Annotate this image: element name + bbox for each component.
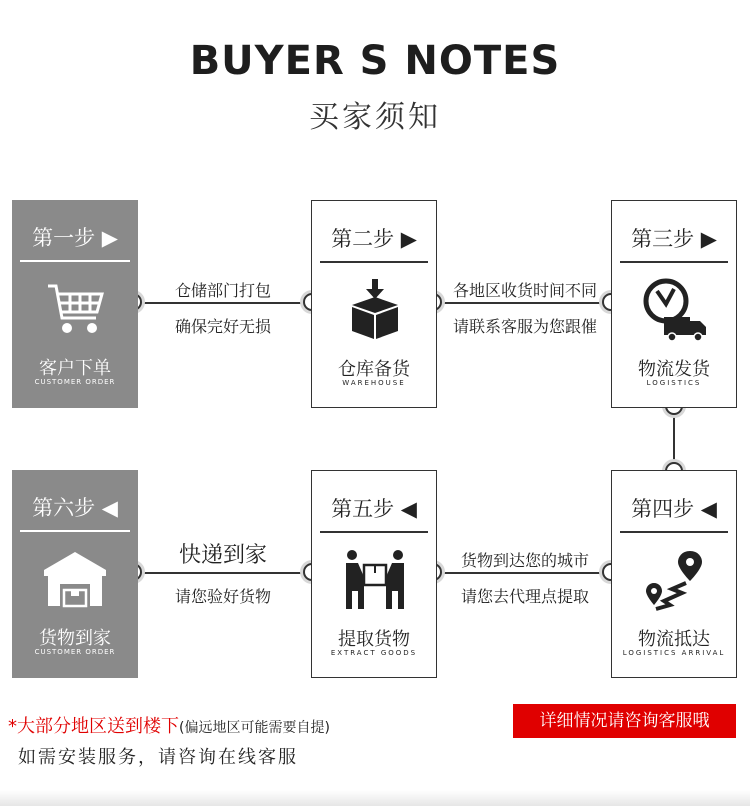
contact-service-button[interactable]: 详细情况请咨询客服哦 <box>513 704 736 738</box>
step-2-card <box>311 200 437 408</box>
connector-text-top: 仓储部门打包 <box>174 281 271 300</box>
title-en: BUYER S NOTES <box>189 38 561 84</box>
bottom-fade <box>0 790 750 806</box>
step-1-card <box>12 200 138 408</box>
step-name: 物流抵达 <box>638 629 710 650</box>
step-name: 货物到家 <box>39 628 111 649</box>
delivery-note-small: (偏远地区可能需要自提) <box>179 720 330 736</box>
step-name-en: EXTRACT GOODS <box>330 649 418 657</box>
step-label: 第三步 ▶ <box>631 227 717 251</box>
step-name: 客户下单 <box>39 358 111 379</box>
step-name: 物流发货 <box>638 359 710 380</box>
warehouse-icon <box>42 546 108 612</box>
divider <box>20 530 130 532</box>
title-cn: 买家须知 <box>309 100 441 135</box>
connector-line-5-6 <box>133 572 313 574</box>
step-name-en: CUSTOMER ORDER <box>34 648 116 656</box>
divider <box>20 260 130 262</box>
step-label: 第四步 ◀ <box>631 497 717 521</box>
step-6-card <box>12 470 138 678</box>
connector-text-bottom: 请您去代理点提取 <box>460 587 589 606</box>
connector-line-1-2 <box>133 302 313 304</box>
delivery-note <box>8 712 330 738</box>
divider <box>320 531 428 533</box>
connector-text-top: 快递到家 <box>178 543 267 568</box>
step-name-en: LOGISTICS <box>646 379 702 387</box>
step-label: 第二步 ▶ <box>331 227 417 251</box>
install-note: 如需安装服务，请咨询在线客服 <box>18 747 298 768</box>
map-pin-icon <box>642 547 708 613</box>
clock-truck-icon <box>642 277 708 343</box>
connector-text-bottom: 请您验好货物 <box>174 587 271 606</box>
carry-box-icon <box>342 547 408 613</box>
connector-text-top: 各地区收货时间不同 <box>452 281 597 300</box>
step-4-card <box>611 470 737 678</box>
step-label: 第六步 ◀ <box>32 496 118 520</box>
step-label: 第一步 ▶ <box>32 226 118 250</box>
divider <box>620 261 728 263</box>
divider <box>620 531 728 533</box>
step-name-en: CUSTOMER ORDER <box>34 378 116 386</box>
step-name-en: LOGISTICS ARRIVAL <box>622 649 726 657</box>
cart-icon <box>42 276 108 342</box>
connector-line-2-3 <box>432 302 620 304</box>
box-icon <box>342 277 408 343</box>
connector-text-top: 货物到达您的城市 <box>460 551 589 570</box>
step-label: 第五步 ◀ <box>331 497 417 521</box>
step-name: 提取货物 <box>338 629 410 650</box>
step-name-en: WAREHOUSE <box>342 379 406 387</box>
connector-line-4-5 <box>432 572 620 574</box>
connector-text-bottom: 确保完好无损 <box>174 317 271 336</box>
step-3-card <box>611 200 737 408</box>
divider <box>320 261 428 263</box>
delivery-note-main: *大部分地区送到楼下 <box>8 716 179 737</box>
step-5-card <box>311 470 437 678</box>
connector-text-bottom: 请联系客服为您跟催 <box>452 317 597 336</box>
step-name: 仓库备货 <box>338 359 410 380</box>
